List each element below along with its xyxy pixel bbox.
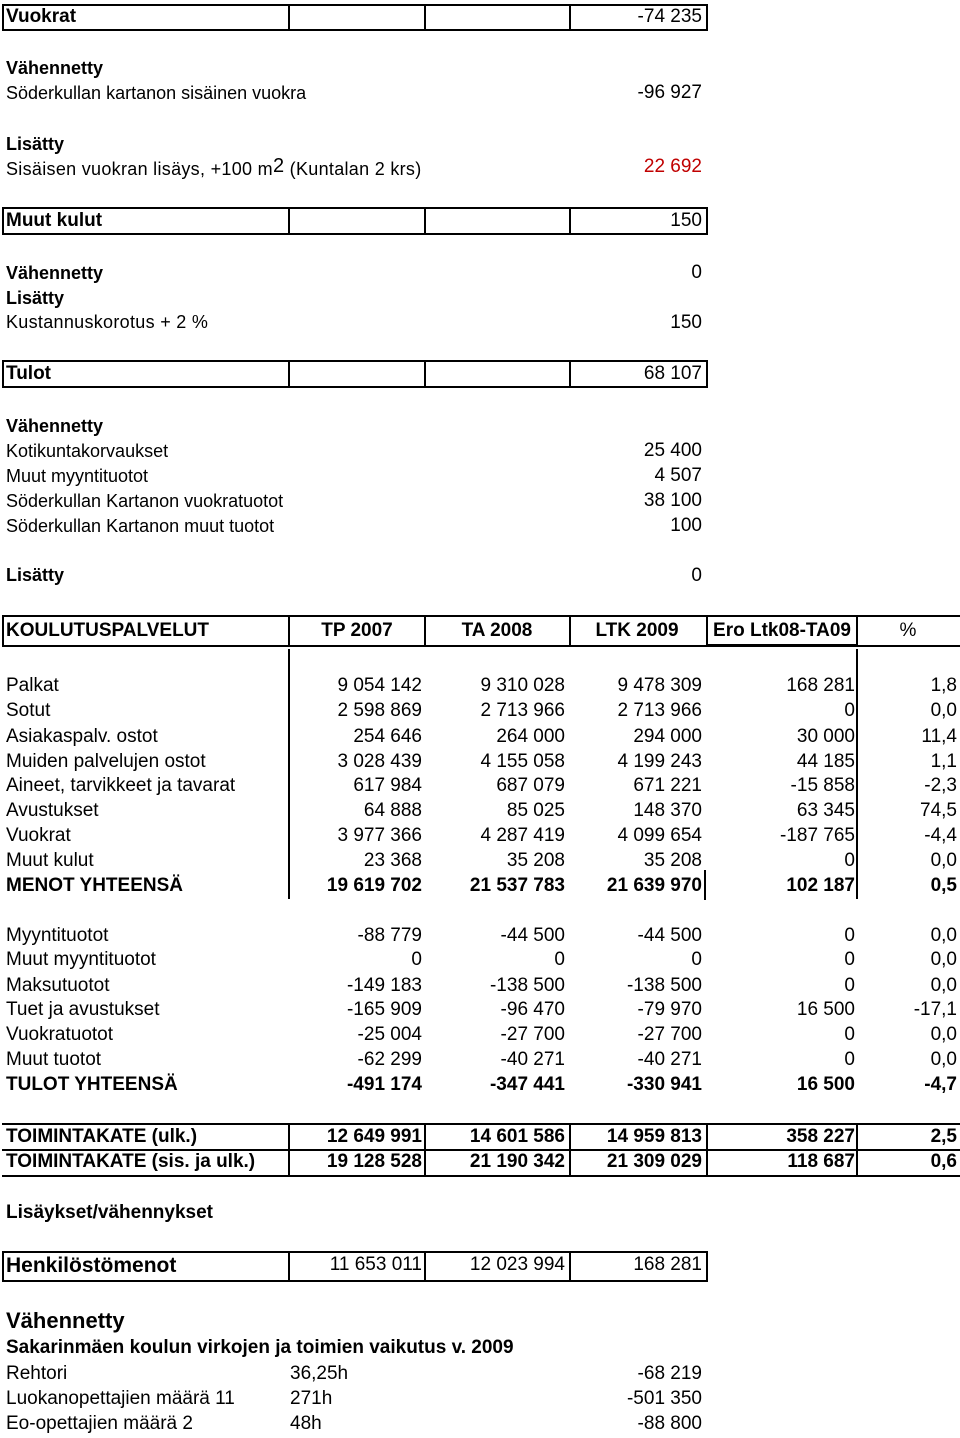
- muut-kulut-value: 150: [670, 210, 702, 231]
- muut-kulut-box: [2, 207, 708, 235]
- table-cell: 12 649 991: [326, 1126, 422, 1147]
- table-cell: 0: [844, 1049, 855, 1070]
- table-cell: 0,0: [930, 949, 957, 970]
- column-divider: [288, 1123, 290, 1176]
- table-cell: 2 598 869: [337, 700, 422, 721]
- henkilosto-v1: 11 653 011: [329, 1254, 422, 1275]
- table-cell: -347 441: [489, 1074, 565, 1095]
- divider: [569, 207, 571, 235]
- label-part: (Kuntalan 2 krs): [284, 159, 422, 179]
- table-cell: -79 970: [637, 999, 702, 1020]
- table-cell: 19 128 528: [326, 1151, 422, 1172]
- table-cell: 16 500: [796, 1074, 855, 1095]
- table-cell: -330 941: [626, 1074, 702, 1095]
- divider: [288, 1251, 290, 1282]
- table-cell: 0,5: [930, 875, 957, 896]
- table-cell: 0: [844, 975, 855, 996]
- table-cell: 11,4: [921, 726, 957, 747]
- divider: [424, 1251, 426, 1282]
- table-cell: 1,8: [930, 675, 957, 696]
- superscript: 2: [272, 155, 285, 177]
- column-divider: [288, 615, 290, 647]
- table-cell: 0,0: [930, 925, 957, 946]
- row-label: MENOT YHTEENSÄ: [6, 875, 184, 896]
- table-cell: 687 079: [496, 775, 565, 796]
- divider: [288, 360, 290, 388]
- table-cell: 0: [411, 949, 422, 970]
- staff-hours: 36,25h: [290, 1363, 349, 1384]
- column-divider: [288, 649, 290, 899]
- table-cell: -491 174: [346, 1074, 422, 1095]
- column-divider: [856, 649, 858, 899]
- column-divider: [569, 615, 571, 647]
- table-cell: 294 000: [633, 726, 702, 747]
- divider: [288, 4, 290, 31]
- table-cell: 63 345: [796, 800, 855, 821]
- divider: [424, 4, 426, 31]
- column-divider: [706, 1123, 708, 1176]
- table-cell: 264 000: [496, 726, 565, 747]
- section-title: Lisätty: [6, 565, 65, 585]
- label-part: Sisäisen vuokran lisäys, +100 m: [6, 159, 273, 179]
- section-title: Vähennetty: [6, 416, 104, 436]
- column-divider: [856, 615, 858, 647]
- item-label: Kustannuskorotus + 2 %: [6, 312, 209, 332]
- header-underline: [706, 644, 856, 646]
- table-cell: -27 700: [500, 1024, 565, 1045]
- table-cell: 0: [844, 850, 855, 871]
- henkilosto-label: Henkilöstömenot: [6, 1254, 177, 1277]
- table-cell: -62 299: [357, 1049, 422, 1070]
- item-value-red: 22 692: [643, 156, 702, 177]
- item-label: Muut myyntituotot: [6, 466, 149, 486]
- row-divider: [2, 1149, 960, 1151]
- staff-value: -68 219: [637, 1363, 702, 1384]
- table-cell: -44 500: [500, 925, 565, 946]
- section-title: Vähennetty: [6, 58, 104, 78]
- column-header: TP 2007: [321, 620, 393, 641]
- staff-value: -88 800: [637, 1413, 702, 1434]
- divider: [569, 360, 571, 388]
- table-cell: -165 909: [346, 999, 422, 1020]
- item-label: Söderkullan Kartanon muut tuotot: [6, 516, 275, 536]
- item-label: Kotikuntakorvaukset: [6, 441, 169, 461]
- divider: [288, 207, 290, 235]
- table-cell: 0: [691, 949, 702, 970]
- table-cell: 21 190 342: [469, 1151, 565, 1172]
- row-divider: [2, 1175, 960, 1177]
- item-value: -96 927: [637, 82, 702, 103]
- column-header: LTK 2009: [595, 620, 679, 641]
- table-cell: -25 004: [357, 1024, 422, 1045]
- table-cell: 4 199 243: [617, 751, 702, 772]
- item-value: 0: [691, 565, 702, 586]
- table-cell: 19 619 702: [326, 875, 422, 896]
- table-cell: 16 500: [796, 999, 855, 1020]
- column-header: %: [899, 620, 917, 641]
- table-cell: 14 959 813: [606, 1126, 702, 1147]
- table-cell: 617 984: [353, 775, 422, 796]
- table-cell: -40 271: [637, 1049, 702, 1070]
- table-cell: 35 208: [643, 850, 702, 871]
- table-cell: 23 368: [363, 850, 422, 871]
- row-label: TOIMINTAKATE (sis. ja ulk.): [6, 1151, 256, 1172]
- row-label: Aineet, tarvikkeet ja tavarat: [6, 775, 236, 796]
- table-cell: -96 470: [500, 999, 565, 1020]
- item-value: 25 400: [643, 440, 702, 461]
- table-cell: 3 977 366: [337, 825, 422, 846]
- row-label: Muut tuotot: [6, 1049, 102, 1070]
- column-divider: [424, 1123, 426, 1176]
- divider: [569, 4, 571, 31]
- column-header: Ero Ltk08-TA09: [713, 620, 851, 641]
- table-cell: -27 700: [637, 1024, 702, 1045]
- table-cell: 148 370: [633, 800, 702, 821]
- table-cell: 0,0: [930, 975, 957, 996]
- table-cell: 0,6: [930, 1151, 957, 1172]
- table-cell: -4,4: [924, 825, 957, 846]
- table-cell: 2,5: [930, 1126, 957, 1147]
- table-cell: 168 281: [786, 675, 855, 696]
- table-cell: 0,0: [930, 1024, 957, 1045]
- table-cell: 0,0: [930, 700, 957, 721]
- table-cell: -2,3: [924, 775, 957, 796]
- table-cell: 0,0: [930, 850, 957, 871]
- table-cell: 21 639 970: [606, 875, 702, 896]
- table-cell: 118 687: [787, 1151, 855, 1172]
- row-label: Palkat: [6, 675, 59, 696]
- row-label: Vuokratuotot: [6, 1024, 114, 1045]
- staff-hours: 48h: [290, 1413, 322, 1434]
- column-header: KOULUTUSPALVELUT: [6, 620, 210, 641]
- row-label: TULOT YHTEENSÄ: [6, 1074, 178, 1095]
- row-label: Muut kulut: [6, 850, 94, 871]
- column-divider: [704, 870, 706, 900]
- sakarinmaki-title: Sakarinmäen koulun virkojen ja toimien vaikutus v. 2009: [6, 1337, 514, 1358]
- henkilosto-v2: 12 023 994: [469, 1254, 565, 1275]
- column-header: TA 2008: [461, 620, 533, 641]
- staff-value: -501 350: [626, 1388, 702, 1409]
- section-title: Vähennetty: [6, 263, 104, 283]
- row-label: Muut myyntituotot: [6, 949, 156, 970]
- table-cell: 21 537 783: [469, 875, 565, 896]
- tulot-label: Tulot: [6, 363, 52, 384]
- tulot-value: 68 107: [643, 363, 702, 384]
- table-cell: 44 185: [796, 751, 855, 772]
- table-cell: -149 183: [346, 975, 422, 996]
- row-divider: [2, 1123, 960, 1125]
- row-label: Muiden palvelujen ostot: [6, 751, 206, 772]
- column-divider: [424, 615, 426, 647]
- changes-title: Lisäykset/vähennykset: [6, 1202, 214, 1223]
- row-label: Tuet ja avustukset: [6, 999, 160, 1020]
- henkilosto-v3: 168 281: [633, 1254, 702, 1275]
- vuokrat-value: -74 235: [637, 6, 702, 27]
- row-label: Sotut: [6, 700, 51, 721]
- divider: [424, 207, 426, 235]
- staff-label: Eo-opettajien määrä 2: [6, 1413, 193, 1434]
- vuokrat-label: Vuokrat: [6, 6, 77, 27]
- staff-label: Rehtori: [6, 1363, 68, 1384]
- table-cell: 4 155 058: [480, 751, 565, 772]
- muut-kulut-label: Muut kulut: [6, 210, 103, 231]
- divider: [569, 1251, 571, 1282]
- staff-label: Luokanopettajien määrä 11: [6, 1388, 235, 1409]
- item-label: Söderkullan Kartanon vuokratuotot: [6, 491, 284, 511]
- table-cell: 0: [844, 949, 855, 970]
- section-title: Lisätty: [6, 288, 65, 308]
- table-cell: 64 888: [363, 800, 422, 821]
- staff-hours: 271h: [290, 1388, 333, 1409]
- table-cell: 9 310 028: [480, 675, 565, 696]
- item-value: 100: [670, 515, 702, 536]
- table-cell: 0: [554, 949, 565, 970]
- table-cell: -4,7: [924, 1074, 957, 1095]
- row-label: Myyntituotot: [6, 925, 109, 946]
- row-label: Avustukset: [6, 800, 99, 821]
- tulot-box: [2, 360, 708, 388]
- section-title: Lisätty: [6, 134, 65, 154]
- table-cell: -88 779: [357, 925, 422, 946]
- table-cell: 30 000: [796, 726, 855, 747]
- column-divider: [706, 615, 708, 647]
- table-cell: 9 054 142: [337, 675, 422, 696]
- table-cell: 14 601 586: [469, 1126, 565, 1147]
- table-cell: 2 713 966: [617, 700, 702, 721]
- table-cell: 21 309 029: [606, 1151, 702, 1172]
- table-cell: 35 208: [506, 850, 565, 871]
- table-cell: -44 500: [637, 925, 702, 946]
- table-cell: 0: [844, 700, 855, 721]
- table-cell: 358 227: [786, 1126, 855, 1147]
- table-cell: -138 500: [489, 975, 565, 996]
- table-cell: 4 287 419: [480, 825, 565, 846]
- item-value: 4 507: [654, 465, 702, 486]
- table-cell: 671 221: [633, 775, 702, 796]
- row-label: Vuokrat: [6, 825, 71, 846]
- table-cell: 3 028 439: [337, 751, 422, 772]
- decrease-title: Vähennetty: [6, 1308, 125, 1333]
- row-label: Asiakaspalv. ostot: [6, 726, 158, 747]
- table-cell: -15 858: [790, 775, 855, 796]
- column-divider: [856, 1123, 858, 1176]
- table-cell: 4 099 654: [617, 825, 702, 846]
- table-cell: -187 765: [779, 825, 855, 846]
- table-cell: 254 646: [353, 726, 422, 747]
- table-cell: 9 478 309: [617, 675, 702, 696]
- table-cell: 85 025: [506, 800, 565, 821]
- table-cell: 74,5: [920, 800, 957, 821]
- table-cell: -17,1: [913, 999, 957, 1020]
- table-cell: 2 713 966: [480, 700, 565, 721]
- item-value: 38 100: [643, 490, 702, 511]
- table-cell: 0,0: [930, 1049, 957, 1070]
- column-divider: [569, 1123, 571, 1176]
- divider: [424, 360, 426, 388]
- item-value: 0: [691, 262, 702, 283]
- item-value: 150: [670, 312, 702, 333]
- table-cell: 0: [844, 1024, 855, 1045]
- row-label: Maksutuotot: [6, 975, 110, 996]
- table-cell: 0: [844, 925, 855, 946]
- table-cell: -138 500: [626, 975, 702, 996]
- row-label: TOIMINTAKATE (ulk.): [6, 1126, 198, 1147]
- table-cell: 102 187: [786, 875, 855, 896]
- table-cell: 1,1: [930, 751, 957, 772]
- item-label: Söderkullan kartanon sisäinen vuokra: [6, 83, 307, 103]
- vuokrat-box: [2, 4, 708, 31]
- table-cell: -40 271: [500, 1049, 565, 1070]
- item-label: [6, 155, 422, 180]
